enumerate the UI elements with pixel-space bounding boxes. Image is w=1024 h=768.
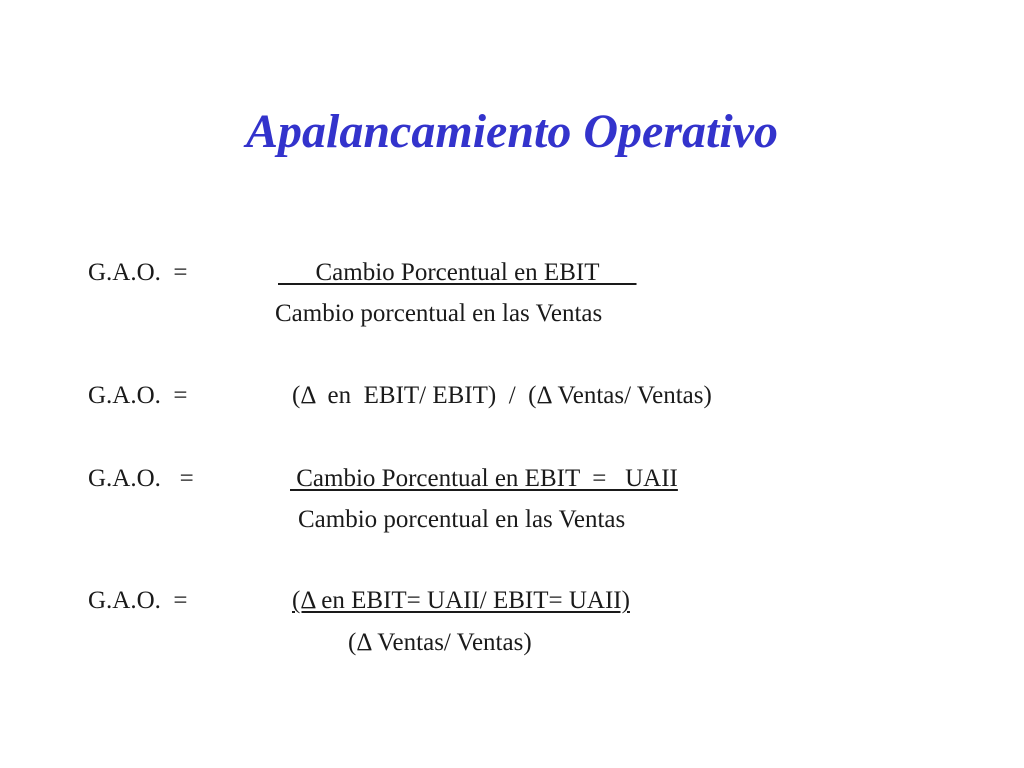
- formula-1-denominator: Cambio porcentual en las Ventas: [275, 300, 603, 327]
- formula-3-denominator: Cambio porcentual en las Ventas: [298, 506, 626, 533]
- formula-3-numerator: Cambio Porcentual en EBIT = UAII: [290, 465, 678, 492]
- formula-2-label: G.A.O. =: [88, 382, 188, 409]
- formula-2-expression: (Δ en EBIT/ EBIT) / (Δ Ventas/ Ventas): [292, 382, 712, 409]
- slide-title: Apalancamiento Operativo: [246, 105, 778, 158]
- formula-3-label: G.A.O. =: [88, 465, 194, 492]
- formula-1-label: G.A.O. =: [88, 259, 188, 286]
- formula-4-label: G.A.O. =: [88, 587, 188, 614]
- formula-4-numerator: (Δ en EBIT= UAII/ EBIT= UAII): [292, 587, 630, 614]
- formula-4-denominator: (Δ Ventas/ Ventas): [348, 629, 532, 656]
- formula-1-numerator: Cambio Porcentual en EBIT: [278, 259, 637, 286]
